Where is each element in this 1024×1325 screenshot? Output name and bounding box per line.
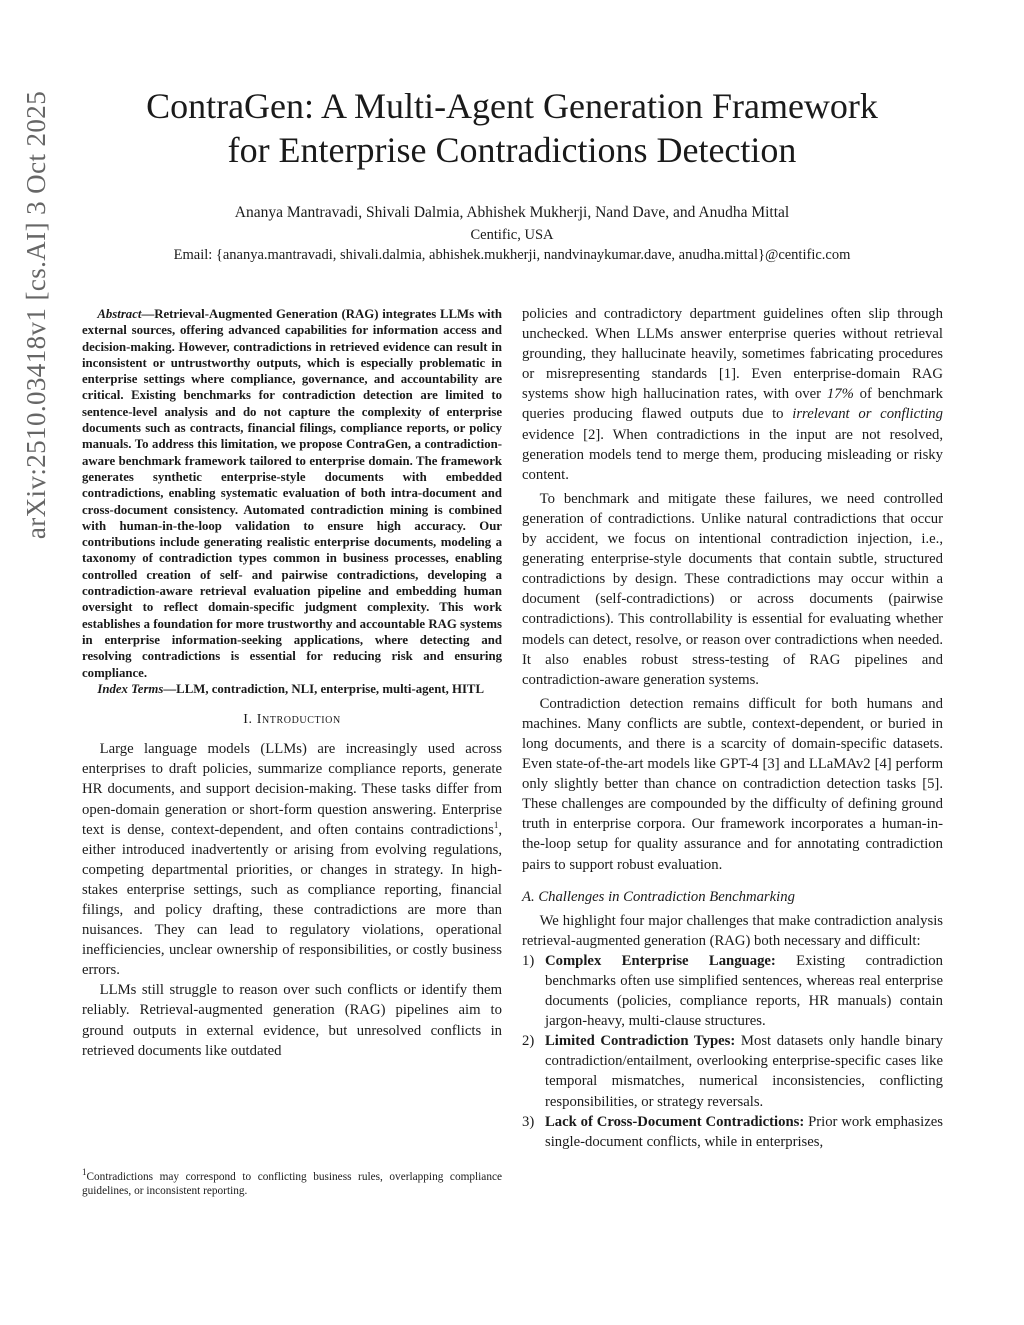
index-terms: —LLM, contradiction, NLI, enterprise, multi-agent, HITL bbox=[163, 681, 484, 696]
index-terms-label: Index Terms bbox=[97, 681, 164, 696]
list-item: 1) Complex Enterprise Language: Existing contradiction benchmarks often use simplified sentences, whereas real enterprise documents (policies, compliance reports, HR manuals) contain jargon-heavy, multi-clause structures. bbox=[522, 952, 943, 1030]
challenges-list bbox=[522, 951, 943, 1152]
paper-title bbox=[0, 84, 1024, 172]
intro-paragraph-2: LLMs still struggle to reason over such conflicts or identify them reliably. Retrieval-augmented generation (RAG) pipelines aim to ground outputs in external evidence, but unresolved conflicts in retrieved documents like outdated bbox=[82, 982, 502, 1059]
title-line-1: ContraGen: A Multi-Agent Generation Framework bbox=[146, 86, 878, 126]
abstract-text: —Retrieval-Augmented Generation (RAG) integrates LLMs with external sources, offering advanced capabilities for information access and decision-making. However, contradictions in retrieved evidence can result in inconsistent or untrustworthy outputs, which is especially problematic in enterprise settings where compliance, governance, and accountability are critical. Existing benchmarks for contradiction detection are limited to sentence-level analysis and do not capture the complexity of enterprise documents such as contracts, financial filings, compliance reports, or policy manuals. To address this limitation, we propose ContraGen, a contradiction-aware benchmark framework tailored to enterprise domain. The framework generates synthetic enterprise-style documents with embedded contradictions, enabling systematic evaluation of both intra-document and cross-document consistency. Automated contradiction mining is combined with human-in-the-loop validation to ensure high accuracy. Our contributions include generating realistic enterprise documents, modeling a taxonomy of contradiction types common in business processes, enabling controlled creation of self- and pairwise contradictions, developing a contradiction-aware retrieval evaluation pipeline and embedding human oversight to reflect domain-specific judgment complexity. This work establishes a foundation for more trustworthy and accountable RAG systems in enterprise information-seeking applications, where detecting and resolving contradictions is essential for reducing risk and ensuring compliance. bbox=[82, 307, 502, 680]
intro-paragraph-4: Contradiction detection remains difficult for both humans and machines. Many conflicts are subtle, context-dependent, or buried in long documents, and there is a scarcity of domain-specific datasets. Even state-of-the-art models like GPT-4 [3] and LLaMAv2 [4] perform only slightly better than chance on contradiction detection tasks [5]. These challenges are compounded by the difficulty of defining ground truth in enterprise corpora. Our framework incorporates a human-in-the-loop setup for quality assurance and for annotating contradiction pairs to support robust evaluation. bbox=[522, 695, 943, 873]
challenges-intro: We highlight four major challenges that make contradiction analysis retrieval-augmented generation (RAG) both necessary and difficult: bbox=[522, 912, 943, 949]
subsection-heading-challenges: A. Challenges in Contradiction Benchmarking bbox=[522, 888, 795, 905]
author-list: Ananya Mantravadi, Shivali Dalmia, Abhishek Mukherji, Nand Dave, and Anudha Mittal bbox=[234, 204, 790, 221]
abstract-label: Abstract bbox=[97, 307, 142, 321]
abstract bbox=[82, 306, 502, 697]
footnote-ref: 1 bbox=[493, 819, 499, 830]
footnote-text: Contradictions may correspond to conflicting business rules, overlapping compliance guidelines, or inconsistent reporting. bbox=[82, 1171, 502, 1198]
affiliation: Centific, USA bbox=[470, 227, 554, 243]
title-line-2: for Enterprise Contradictions Detection bbox=[227, 130, 797, 170]
left-column bbox=[82, 306, 502, 1061]
arxiv-identifier: arXiv:2510.03418v1 [cs.AI] 3 Oct 2025 bbox=[21, 90, 51, 540]
author-emails: Email: {ananya.mantravadi, shivali.dalmia, abhishek.mukherji, nandvinaykumar.dave, anudha.mittal}@centific.com bbox=[173, 247, 851, 263]
section-heading-introduction: I. Introduction bbox=[243, 712, 341, 728]
footnote bbox=[82, 1167, 502, 1198]
list-item: 3) Lack of Cross-Document Contradictions: Prior work emphasizes single-document conflicts, while in enterprises, bbox=[522, 1113, 943, 1150]
intro-paragraph-2-continued: policies and contradictory department guidelines often slip through unchecked. When LLMs answer enterprise queries without retrieval grounding, they hallucinate heavily, sometimes fabricating procedures or misrepresenting standards [1]. Even enterprise-domain RAG systems show high hallucination rates, with over 17% of benchmark queries producing flawed outputs due to irrelevant or conflicting evidence [2]. When contradictions in the input are not resolved, generation models tend to merge them, producing misleading or risky content. bbox=[522, 306, 943, 483]
list-item: 2) Limited Contradiction Types: Most datasets only handle binary contradiction/entailment, overlooking enterprise-specific cases like temporal mismatches, numerical inconsistencies, conflicting responsibilities, or strategy reversals. bbox=[522, 1033, 943, 1110]
intro-paragraph-3: To benchmark and mitigate these failures, we need controlled generation of contradictions. Unlike natural contradictions that occur by accident, we focus on intentional contradiction injection, i.e., generating enterprise-style documents that contain subtle, structured contradictions by design. These contradictions may occur within a document (self-contradictions) or across documents (pairwise contradictions). This controllability is essential for evaluating whether models can detect, resolve, or reason over contradictions when needed. It also enables robust stress-testing of RAG pipelines and contradiction-aware generation systems. bbox=[522, 490, 943, 688]
intro-paragraph-1: Large language models (LLMs) are increasingly used across enterprises to draft policies, summarize compliance reports, generate HR documents, and support decision-making. These tasks differ from open-domain generation or short-form question answering. Enterprise text is dense, context-dependent, and often contains contradictions$^1$, either introduced inadvertently or arising from evolving regulations, competing departmental priorities, or changes in strategy. In high-stakes enterprise settings, such as compliance reporting, financial filings, and policy drafting, these contradictions are more than nuisances. They can lead to regulatory violations, operational inefficiencies, unclear ownership of responsibilities, or costly business errors. bbox=[82, 741, 502, 979]
footnote-mark: 1 bbox=[82, 1167, 87, 1178]
right-column bbox=[522, 304, 943, 1152]
